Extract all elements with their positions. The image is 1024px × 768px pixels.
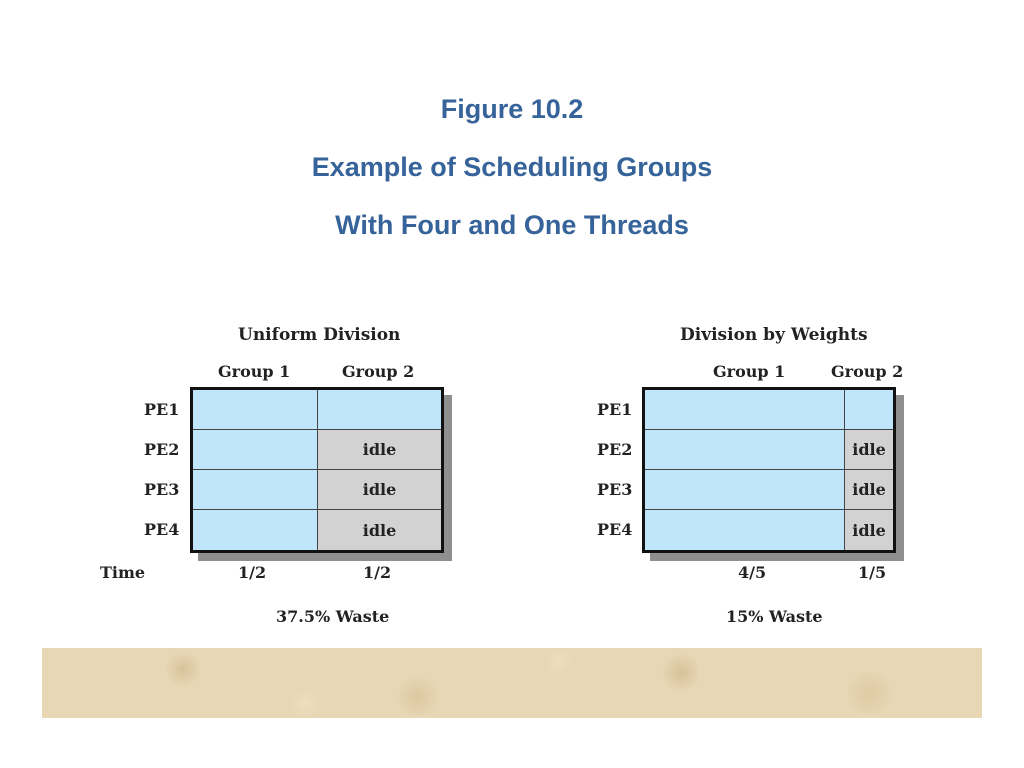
right-pe4-group1-cell [645,510,845,550]
left-pe2-idle-cell: idle [318,430,441,470]
left-row-label-pe1: PE1 [144,400,180,419]
right-row-label-pe4: PE4 [597,520,633,539]
right-waste-label: 15% Waste [726,607,823,626]
left-row-label-pe3: PE3 [144,480,180,499]
left-pe4-idle-cell: idle [318,510,441,550]
right-pe3-idle-cell: idle [845,470,893,510]
left-group1-header: Group 1 [218,362,291,381]
right-row-label-pe3: PE3 [597,480,633,499]
right-pe1-group1-cell [645,390,845,430]
title-line-3: With Four and One Threads [335,210,689,240]
left-time-group2: 1/2 [363,563,392,582]
right-pe3-group1-cell [645,470,845,510]
parchment-banner [42,648,982,718]
right-schedule-grid [642,387,896,553]
right-row-label-pe2: PE2 [597,440,633,459]
right-group1-header: Group 1 [713,362,786,381]
title-line-1: Figure 10.2 [440,94,584,124]
left-row-label-pe4: PE4 [144,520,180,539]
title-line-2: Example of Scheduling Groups [311,152,713,182]
right-pe4-idle-cell: idle [845,510,893,550]
right-pe1-group2-cell [845,390,893,430]
time-label: Time [100,563,146,582]
right-pe2-group1-cell [645,430,845,470]
left-pe3-idle-cell: idle [318,470,441,510]
right-time-group1: 4/5 [738,563,767,582]
left-time-group1: 1/2 [238,563,267,582]
uniform-division-heading: Uniform Division [238,325,401,345]
right-time-group2: 1/5 [858,563,887,582]
weights-division-heading: Division by Weights [680,325,868,345]
right-pe2-idle-cell: idle [845,430,893,470]
right-row-label-pe1: PE1 [597,400,633,419]
left-row-label-pe2: PE2 [144,440,180,459]
left-waste-label: 37.5% Waste [276,607,390,626]
left-group2-header: Group 2 [342,362,415,381]
right-group2-header: Group 2 [831,362,904,381]
